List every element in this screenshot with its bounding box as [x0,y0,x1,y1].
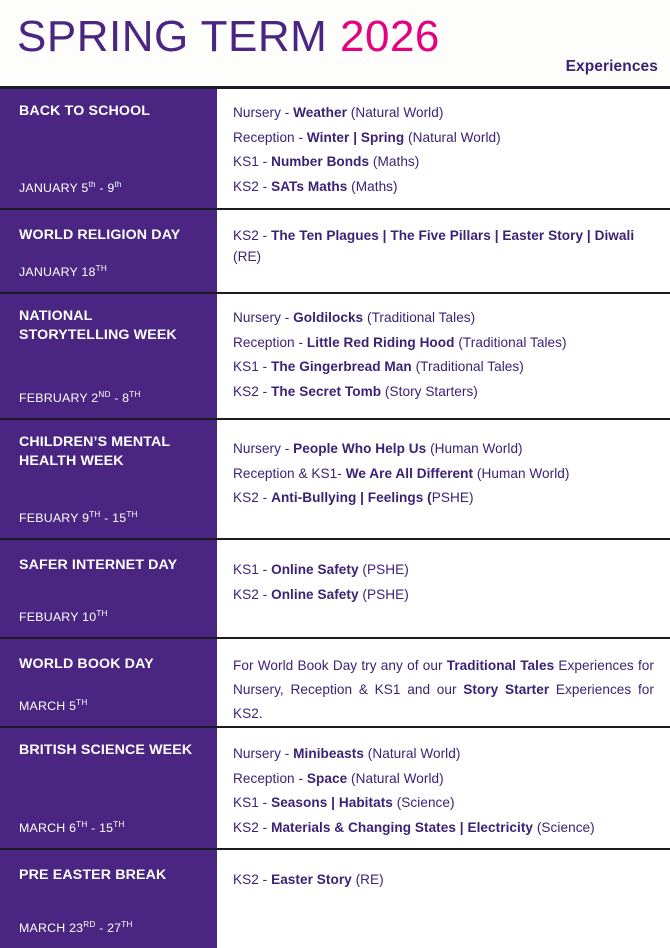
experience-line: KS2 - SATs Maths (Maths) [233,178,398,194]
event-date: FEBUARY 9TH - 15TH [19,509,138,525]
experiences-cell [217,89,670,208]
event-cell [0,420,217,538]
page-title [17,12,440,61]
event-name: WORLD RELIGION DAY [19,227,181,243]
experience-line: Reception - Little Red Riding Hood (Traditional Tales) [233,334,567,350]
experience-line: KS2 - The Ten Plagues | The Five Pillars | Easter Story | Diwali (RE) [233,228,635,264]
experience-line: Reception & KS1- We Are All Different (Human World) [233,465,570,481]
page-header [0,0,670,86]
experiences-cell [217,420,670,538]
event-date: JANUARY 18TH [19,263,107,279]
table-row [0,294,670,420]
page-title-main: SPRING TERM [17,12,341,61]
event-date: JANUARY 5th - 9th [19,179,122,195]
experience-line: KS2 - Materials & Changing States | Electricity (Science) [233,819,595,835]
term-schedule-table [0,86,670,948]
experience-line: KS1 - The Gingerbread Man (Traditional Tales) [233,359,524,375]
event-name: WORLD BOOK DAY [19,656,154,672]
experience-line: Nursery - Minibeasts (Natural World) [233,746,461,761]
event-date: MARCH 5TH [19,697,88,713]
experience-line: Nursery - People Who Help Us (Human World) [233,441,523,456]
experience-line: Reception - Winter | Spring (Natural World) [233,129,501,145]
experience-line: KS2 - Online Safety (PSHE) [233,586,409,602]
event-date: FEBRUARY 2ND - 8TH [19,389,141,405]
event-name: SAFER INTERNET DAY [19,557,178,573]
event-cell [0,540,217,637]
event-cell [0,294,217,418]
experience-line: KS2 - Anti-Bullying | Feelings (PSHE) [233,490,474,506]
event-name: BRITISH SCIENCE WEEK [19,742,193,758]
table-row [0,420,670,540]
table-row [0,540,670,639]
table-row [0,728,670,850]
experiences-column-label: Experiences [565,58,658,75]
event-date: MARCH 23RD - 27TH [19,919,133,935]
table-row [0,639,670,728]
experience-paragraph: For World Book Day try any of our Traditional Tales Experiences for Nursery, Reception & KS1 and our Story Starter Experiences for KS2. [233,658,654,722]
event-cell [0,639,217,726]
experience-line: KS2 - The Secret Tomb (Story Starters) [233,383,478,399]
event-name: CHILDREN’S MENTAL HEALTH WEEK [19,434,170,469]
table-row [0,850,670,948]
event-date: FEBUARY 10TH [19,608,108,624]
experience-line: Nursery - Weather (Natural World) [233,105,444,120]
table-row [0,210,670,294]
page-title-year: 2026 [340,12,440,61]
experience-line: Nursery - Goldilocks (Traditional Tales) [233,310,476,325]
event-name: PRE EASTER BREAK [19,867,167,883]
experiences-cell [217,728,670,848]
experiences-cell [217,850,670,948]
experiences-cell [217,540,670,637]
experience-line: Reception - Space (Natural World) [233,770,444,786]
experience-line: KS1 - Online Safety (PSHE) [233,562,409,577]
table-row [0,89,670,210]
event-name: BACK TO SCHOOL [19,103,151,119]
event-cell [0,89,217,208]
event-cell [0,728,217,848]
experience-line: KS1 - Number Bonds (Maths) [233,154,420,170]
event-date: MARCH 6TH - 15TH [19,819,125,835]
event-cell [0,850,217,948]
event-cell [0,210,217,292]
experience-line: KS2 - Easter Story (RE) [233,872,384,887]
experience-line: KS1 - Seasons | Habitats (Science) [233,795,455,811]
experiences-cell [217,210,670,292]
event-name: NATIONAL STORYTELLING WEEK [19,308,177,343]
experiences-cell [217,639,670,726]
experiences-cell [217,294,670,418]
